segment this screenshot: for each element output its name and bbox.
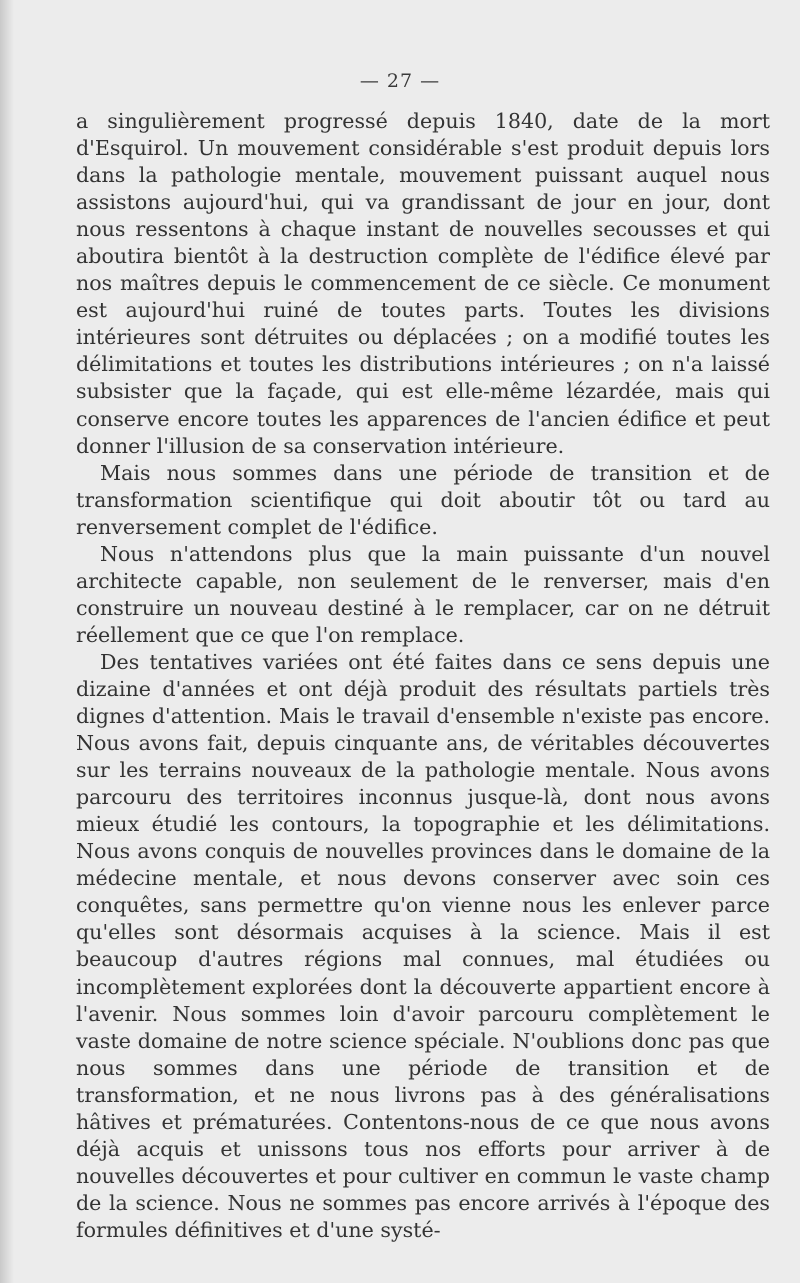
page-gutter-shadow	[0, 0, 14, 1283]
page-number: — 27 —	[359, 70, 441, 92]
paragraph: a singulièrement progressé depuis 1840, date de la mort d'Esquirol. Un mouvement considérable s'est produit depuis lors dans la pathologie mentale, mouvement puissant auquel nous assistons aujourd'hui, qui va grandissant de jour en jour, dont nous ressentons à chaque instant de nouvelles secousses et qui aboutira bientôt à la destruction complète de l'édifice élevé par nos maîtres depuis le commencement de ce siècle. Ce monument est aujourd'hui ruiné de toutes parts. Toutes les divisions intérieures sont détruites ou déplacées ; on a modifié toutes les délimitations et toutes les distributions intérieures ; on n'a laissé subsister que la façade, qui est elle-même lézardée, mais qui conserve encore toutes les apparences de l'ancien édifice et peut donner l'illusion de sa conservation intérieure.	[76, 109, 770, 458]
paragraph: Mais nous sommes dans une période de transition et de transformation scientifique qui doit aboutir tôt ou tard au renversement complet de l'édifice.	[76, 460, 770, 539]
body-text	[76, 108, 770, 1244]
paragraph: Des tentatives variées ont été faites dans ce sens depuis une dizaine d'années et ont déjà produit des résultats partiels très dignes d'attention. Mais le travail d'ensemble n'existe pas encore. Nous avons fait, depuis cinquante ans, de véritables découvertes sur les terrains nouveaux de la pathologie mentale. Nous avons parcouru des territoires inconnus jusque-là, dont nous avons mieux étudié les contours, la topographie et les délimitations. Nous avons conquis de nouvelles provinces dans le domaine de la médecine mentale, et nous devons conserver avec soin ces conquêtes, sans permettre qu'on vienne nous les enlever parce qu'elles sont désormais acquises à la science. Mais il est beaucoup d'autres régions mal connues, mal étudiées ou incomplètement explorées dont la découverte appartient encore à l'avenir. Nous sommes loin d'avoir parcouru complètement le vaste domaine de notre science spéciale. N'oublions donc pas que nous sommes dans une période de transition et de transformation, et ne nous livrons pas à des généralisations hâtives et prématurées. Contentons-nous de ce que nous avons déjà acquis et unissons tous nos efforts pour arriver à de nouvelles découvertes et pour cultiver en commun le vaste champ de la science. Nous ne sommes pas encore arrivés à l'époque des formules définitives et d'une systé-	[76, 649, 770, 1242]
paragraph: Nous n'attendons plus que la main puissante d'un nouvel architecte capable, non seulement de le renverser, mais d'en construire un nouveau destiné à le remplacer, car on ne détruit réellement que ce que l'on remplace.	[76, 541, 770, 647]
